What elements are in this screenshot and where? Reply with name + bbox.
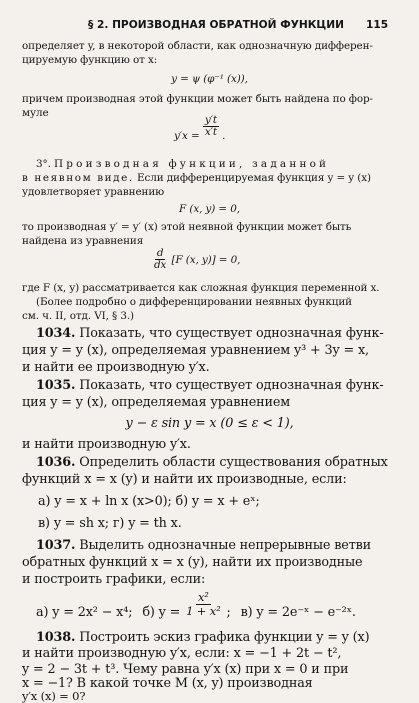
text-line: обратных функций x = x (y), найти их производные: [22, 555, 363, 570]
text-line: найдена из уравнения: [22, 235, 144, 247]
text-line: и построить графики, если:: [22, 572, 206, 587]
text-line: муле: [22, 107, 49, 119]
formula: F (x, y) = 0,: [179, 203, 240, 215]
subitem: а) y = x + ln x (x>0); б) y = x + eˣ;: [38, 494, 260, 509]
subitem: в) y = sh x; г) y = th x.: [38, 516, 182, 531]
problem-1036: 1036. Определить области существования обратных: [36, 455, 388, 470]
text-line: (Более подробно о дифференцировании неявных функций: [36, 296, 352, 308]
text-line: см. ч. II, отд. VI, § 3.): [22, 310, 134, 322]
problem-1037: 1037. Выделить однозначные непрерывные ветви: [36, 538, 372, 553]
text-line: и найти ее производную y′x.: [22, 360, 210, 375]
page-number: 115: [366, 19, 389, 31]
text-line: ция y = y (x), определяемая уравнением y³ + 3y = x,: [22, 343, 369, 358]
subitem-row: а) y = 2x² − x⁴; б) y = $\frac{\text{x²}}{\text{1 + x²}}$ ; в) y = 2e⁻ˣ − e⁻²ˣ.: [36, 590, 356, 620]
text-line: y = 2 − 3t + t³. Чему равна y′x (x) при x = 0 и при: [22, 662, 349, 677]
problem-1035: 1035. Показать, что существует однозначная функ-: [36, 378, 384, 393]
text-line: функций x = x (y) и найти их производные, если:: [22, 472, 347, 487]
text-line: в неявном виде. Если дифференцируемая функция y = y (x): [22, 172, 371, 184]
running-header: § 2. ПРОИЗВОДНАЯ ОБРАТНОЙ ФУНКЦИИ: [88, 19, 344, 31]
text-line: x = −1? В какой точке M (x, y) производная: [22, 676, 313, 691]
formula: y − ε sin y = x (0 ≤ ε < 1),: [125, 416, 294, 431]
text-line: то производная y′ = y′ (x) этой неявной функции может быть: [22, 221, 352, 233]
text-line: удовлетворяет уравнению: [22, 186, 165, 198]
text-line: цируемую функцию от x:: [22, 54, 158, 66]
formula: $\frac{d}{dx}$ [F (x, y)] = 0,: [154, 247, 241, 272]
formula: y = ψ (φ⁻¹ (x)),: [171, 73, 248, 85]
text-line: y′x (x) = 0?: [22, 689, 86, 703]
text-line: где F (x, y) рассматривается как сложная функция переменной x.: [22, 282, 380, 294]
formula: y′x = $\frac{y't}{x't}$ .: [174, 114, 226, 142]
text-line: причем производная этой функции может быть найдена по фор-: [22, 93, 373, 105]
text-line: и найти производную y′x.: [22, 437, 191, 452]
section-heading: 3°. Производная функции, заданной: [36, 158, 330, 170]
text-line: определяет y, в некоторой области, как однозначную дифферен-: [22, 40, 373, 52]
problem-1034: 1034. Показать, что существует однозначная функ-: [36, 326, 384, 341]
problem-1038: 1038. Построить эскиз графика функции y = y (x): [36, 630, 370, 645]
text-line: и найти производную y′x, если: x = −1 + 2t − t²,: [22, 646, 342, 661]
text-line: ция y = y (x), определяемая уравнением: [22, 395, 291, 410]
